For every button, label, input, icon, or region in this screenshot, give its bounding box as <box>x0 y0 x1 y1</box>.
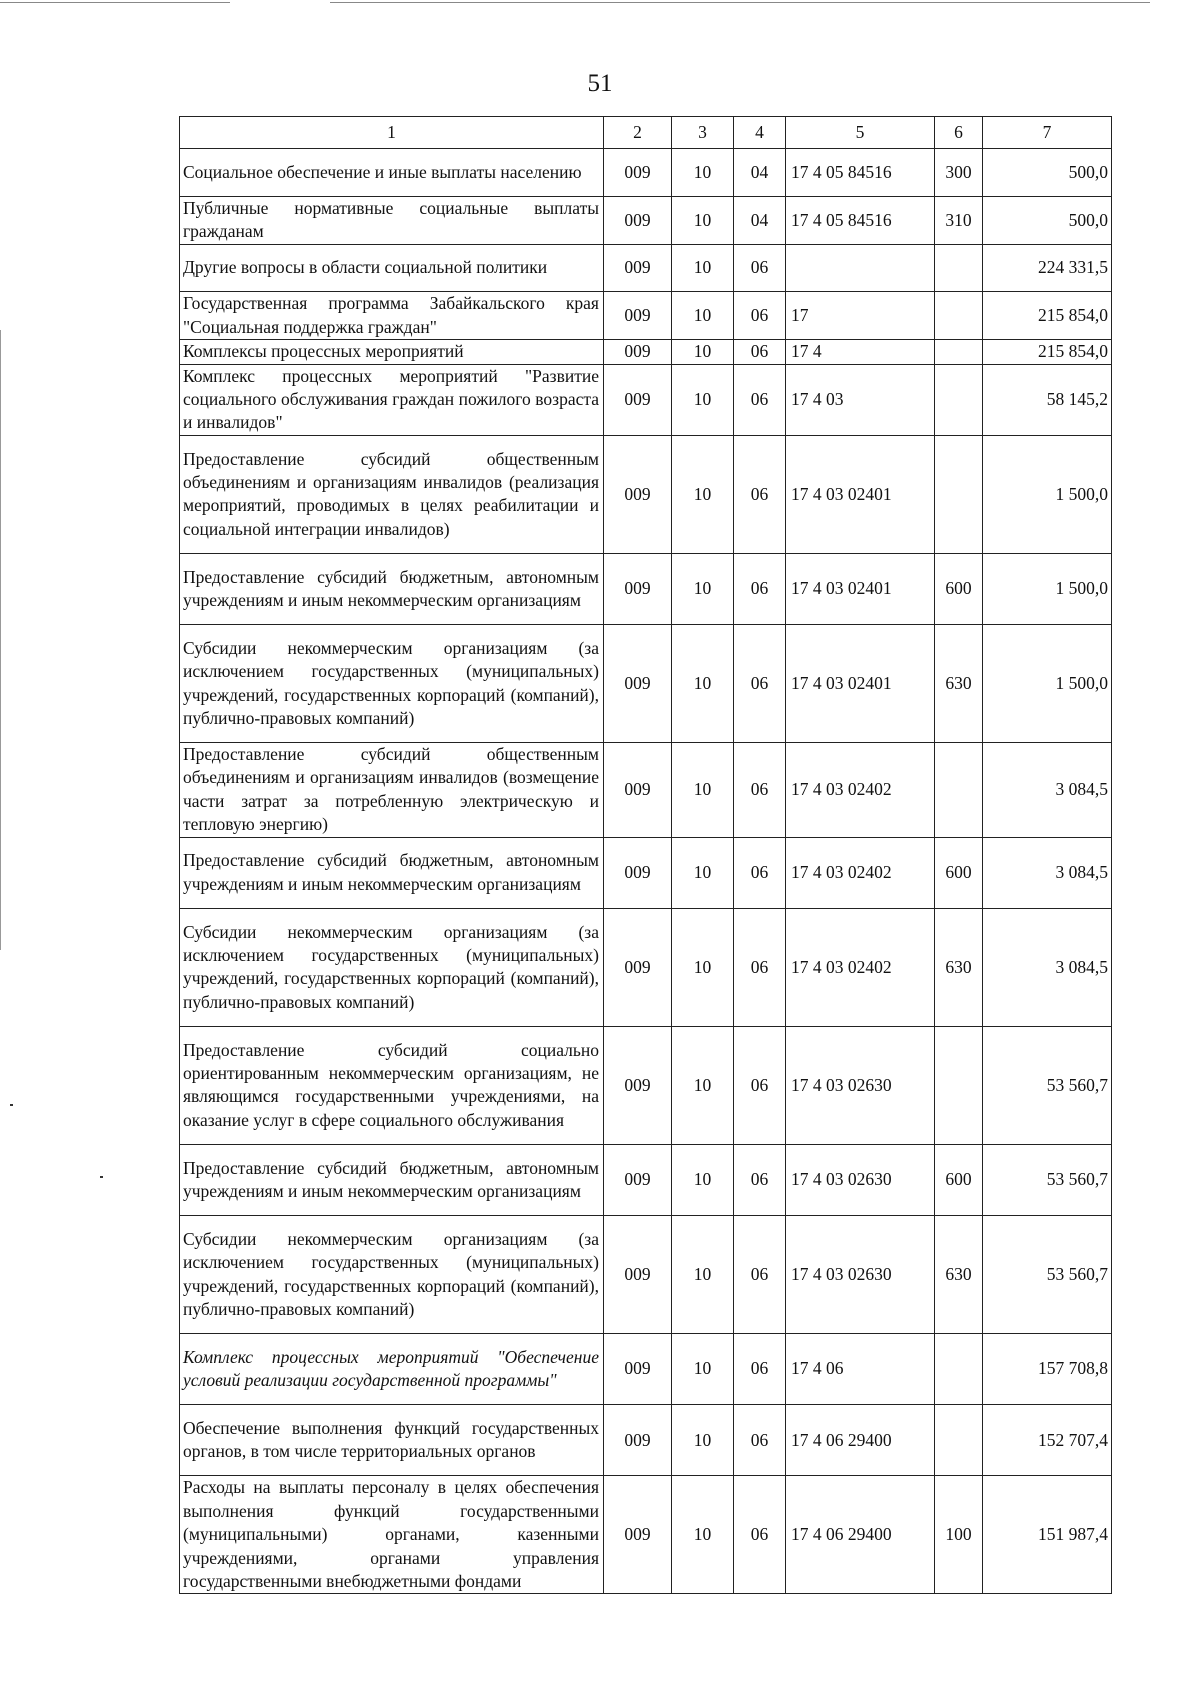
amount-cell: 224 331,5 <box>983 244 1112 292</box>
admin-code-cell: 009 <box>604 149 672 197</box>
amount-cell: 53 560,7 <box>983 1144 1112 1215</box>
subsection-cell: 06 <box>734 1216 786 1334</box>
header-cell: 1 <box>180 117 604 149</box>
table-row <box>180 1144 1112 1215</box>
admin-code-cell: 009 <box>604 1026 672 1144</box>
subsection-cell: 04 <box>734 149 786 197</box>
scan-dot <box>100 1176 103 1178</box>
admin-code-cell: 009 <box>604 364 672 435</box>
row-name-cell: Публичные нормативные социальные выплаты гражданам <box>180 196 604 244</box>
amount-cell: 3 084,5 <box>983 837 1112 908</box>
target-article-cell: 17 <box>786 292 935 340</box>
amount-cell: 151 987,4 <box>983 1476 1112 1594</box>
target-article-cell: 17 4 06 29400 <box>786 1405 935 1476</box>
header-cell: 3 <box>672 117 734 149</box>
target-article-cell: 17 4 03 <box>786 364 935 435</box>
section-cell: 10 <box>672 364 734 435</box>
section-cell: 10 <box>672 292 734 340</box>
table-row <box>180 1216 1112 1334</box>
table-row <box>180 837 1112 908</box>
target-article-cell: 17 4 05 84516 <box>786 149 935 197</box>
section-cell: 10 <box>672 149 734 197</box>
target-article-cell: 17 4 03 02401 <box>786 553 935 624</box>
table-row <box>180 196 1112 244</box>
amount-cell: 1 500,0 <box>983 625 1112 743</box>
admin-code-cell: 009 <box>604 908 672 1026</box>
subsection-cell: 06 <box>734 625 786 743</box>
budget-table <box>179 116 1112 1594</box>
amount-cell: 1 500,0 <box>983 435 1112 553</box>
expense-type-cell: 600 <box>935 837 983 908</box>
subsection-cell: 06 <box>734 1476 786 1594</box>
row-name-cell: Государственная программа Забайкальского края "Социальная поддержка граждан" <box>180 292 604 340</box>
target-article-cell: 17 4 03 02630 <box>786 1026 935 1144</box>
section-cell: 10 <box>672 553 734 624</box>
admin-code-cell: 009 <box>604 1216 672 1334</box>
row-name-cell: Предоставление субсидий общественным объединениям и организациям инвалидов (возмещение части затрат за потребленную электрическую и тепловую энергию) <box>180 743 604 838</box>
subsection-cell: 04 <box>734 196 786 244</box>
target-article-cell: 17 4 03 02402 <box>786 743 935 838</box>
row-name-cell: Предоставление субсидий общественным объединениям и организациям инвалидов (реализация мероприятий, проводимых в целях реабилитации и социальной интеграции инвалидов) <box>180 435 604 553</box>
row-name-cell: Субсидии некоммерческим организациям (за исключением государственных (муниципальных) учреждений, государственных корпораций (компаний), публично-правовых компаний) <box>180 908 604 1026</box>
subsection-cell: 06 <box>734 244 786 292</box>
scan-left-rule <box>0 330 1 950</box>
expense-type-cell <box>935 292 983 340</box>
section-cell: 10 <box>672 908 734 1026</box>
section-cell: 10 <box>672 340 734 364</box>
row-name-cell: Социальное обеспечение и иные выплаты населению <box>180 149 604 197</box>
expense-type-cell <box>935 435 983 553</box>
row-name-cell: Предоставление субсидий бюджетным, автономным учреждениям и иным некоммерческим организациям <box>180 553 604 624</box>
subsection-cell: 06 <box>734 1144 786 1215</box>
amount-cell: 215 854,0 <box>983 340 1112 364</box>
table-row <box>180 435 1112 553</box>
page-number: 51 <box>587 70 613 97</box>
subsection-cell: 06 <box>734 340 786 364</box>
subsection-cell: 06 <box>734 908 786 1026</box>
table-row <box>180 1405 1112 1476</box>
section-cell: 10 <box>672 625 734 743</box>
target-article-cell: 17 4 03 02402 <box>786 908 935 1026</box>
admin-code-cell: 009 <box>604 1476 672 1594</box>
scan-top-rule-left <box>0 2 230 3</box>
target-article-cell <box>786 244 935 292</box>
subsection-cell: 06 <box>734 553 786 624</box>
table-row <box>180 908 1112 1026</box>
row-name-cell: Субсидии некоммерческим организациям (за исключением государственных (муниципальных) учреждений, государственных корпораций (компаний), публично-правовых компаний) <box>180 1216 604 1334</box>
admin-code-cell: 009 <box>604 196 672 244</box>
table-row <box>180 743 1112 838</box>
subsection-cell: 06 <box>734 743 786 838</box>
expense-type-cell: 630 <box>935 1216 983 1334</box>
expense-type-cell <box>935 1405 983 1476</box>
table-row <box>180 1476 1112 1594</box>
amount-cell: 3 084,5 <box>983 908 1112 1026</box>
section-cell: 10 <box>672 1216 734 1334</box>
admin-code-cell: 009 <box>604 625 672 743</box>
amount-cell: 1 500,0 <box>983 553 1112 624</box>
expense-type-cell <box>935 364 983 435</box>
admin-code-cell: 009 <box>604 1144 672 1215</box>
amount-cell: 500,0 <box>983 149 1112 197</box>
table-body <box>180 149 1112 1594</box>
section-cell: 10 <box>672 743 734 838</box>
target-article-cell: 17 4 03 02630 <box>786 1144 935 1215</box>
expense-type-cell: 310 <box>935 196 983 244</box>
row-name-cell: Комплексы процессных мероприятий <box>180 340 604 364</box>
table-row <box>180 244 1112 292</box>
subsection-cell: 06 <box>734 435 786 553</box>
expense-type-cell <box>935 244 983 292</box>
scan-top-rule-right <box>330 2 1150 3</box>
admin-code-cell: 009 <box>604 1334 672 1405</box>
subsection-cell: 06 <box>734 837 786 908</box>
expense-type-cell: 100 <box>935 1476 983 1594</box>
target-article-cell: 17 4 06 <box>786 1334 935 1405</box>
amount-cell: 58 145,2 <box>983 364 1112 435</box>
target-article-cell: 17 4 03 02402 <box>786 837 935 908</box>
target-article-cell: 17 4 03 02401 <box>786 625 935 743</box>
row-name-cell: Комплекс процессных мероприятий "Обеспечение условий реализации государственной программы" <box>180 1334 604 1405</box>
header-cell: 5 <box>786 117 935 149</box>
subsection-cell: 06 <box>734 1334 786 1405</box>
admin-code-cell: 009 <box>604 553 672 624</box>
table-row <box>180 553 1112 624</box>
header-cell: 2 <box>604 117 672 149</box>
row-name-cell: Комплекс процессных мероприятий "Развитие социального обслуживания граждан пожилого возраста и инвалидов" <box>180 364 604 435</box>
expense-type-cell: 630 <box>935 908 983 1026</box>
admin-code-cell: 009 <box>604 244 672 292</box>
subsection-cell: 06 <box>734 1405 786 1476</box>
section-cell: 10 <box>672 1334 734 1405</box>
table-row <box>180 292 1112 340</box>
section-cell: 10 <box>672 244 734 292</box>
amount-cell: 53 560,7 <box>983 1216 1112 1334</box>
admin-code-cell: 009 <box>604 837 672 908</box>
section-cell: 10 <box>672 1144 734 1215</box>
expense-type-cell: 600 <box>935 1144 983 1215</box>
table-row <box>180 149 1112 197</box>
row-name-cell: Предоставление субсидий бюджетным, автономным учреждениям и иным некоммерческим организациям <box>180 1144 604 1215</box>
admin-code-cell: 009 <box>604 292 672 340</box>
target-article-cell: 17 4 03 02401 <box>786 435 935 553</box>
expense-type-cell: 300 <box>935 149 983 197</box>
header-cell: 6 <box>935 117 983 149</box>
header-cell: 4 <box>734 117 786 149</box>
admin-code-cell: 009 <box>604 340 672 364</box>
header-cell: 7 <box>983 117 1112 149</box>
table-row <box>180 364 1112 435</box>
table-header-row <box>180 117 1112 149</box>
subsection-cell: 06 <box>734 292 786 340</box>
target-article-cell: 17 4 <box>786 340 935 364</box>
section-cell: 10 <box>672 837 734 908</box>
expense-type-cell <box>935 340 983 364</box>
row-name-cell: Другие вопросы в области социальной политики <box>180 244 604 292</box>
expense-type-cell <box>935 1334 983 1405</box>
section-cell: 10 <box>672 435 734 553</box>
row-name-cell: Предоставление субсидий социально ориентированным некоммерческим организациям, не являющимся государственными учреждениями, на оказание услуг в сфере социального обслуживания <box>180 1026 604 1144</box>
expense-type-cell <box>935 743 983 838</box>
expense-type-cell: 600 <box>935 553 983 624</box>
table-row <box>180 1026 1112 1144</box>
table-row <box>180 1334 1112 1405</box>
section-cell: 10 <box>672 196 734 244</box>
admin-code-cell: 009 <box>604 435 672 553</box>
amount-cell: 53 560,7 <box>983 1026 1112 1144</box>
section-cell: 10 <box>672 1405 734 1476</box>
target-article-cell: 17 4 06 29400 <box>786 1476 935 1594</box>
scan-dot <box>10 1104 13 1106</box>
table-row <box>180 625 1112 743</box>
expense-type-cell <box>935 1026 983 1144</box>
expense-type-cell: 630 <box>935 625 983 743</box>
row-name-cell: Предоставление субсидий бюджетным, автономным учреждениям и иным некоммерческим организациям <box>180 837 604 908</box>
subsection-cell: 06 <box>734 1026 786 1144</box>
amount-cell: 215 854,0 <box>983 292 1112 340</box>
section-cell: 10 <box>672 1476 734 1594</box>
amount-cell: 500,0 <box>983 196 1112 244</box>
amount-cell: 157 708,8 <box>983 1334 1112 1405</box>
admin-code-cell: 009 <box>604 743 672 838</box>
row-name-cell: Обеспечение выполнения функций государственных органов, в том числе территориальных органов <box>180 1405 604 1476</box>
row-name-cell: Субсидии некоммерческим организациям (за исключением государственных (муниципальных) учреждений, государственных корпораций (компаний), публично-правовых компаний) <box>180 625 604 743</box>
section-cell: 10 <box>672 1026 734 1144</box>
amount-cell: 152 707,4 <box>983 1405 1112 1476</box>
amount-cell: 3 084,5 <box>983 743 1112 838</box>
subsection-cell: 06 <box>734 364 786 435</box>
target-article-cell: 17 4 05 84516 <box>786 196 935 244</box>
row-name-cell: Расходы на выплаты персоналу в целях обеспечения выполнения функций государственными (муниципальными) органами, казенными учреждениями, органами управления государственными внебюджетными фондами <box>180 1476 604 1594</box>
table-row <box>180 340 1112 364</box>
target-article-cell: 17 4 03 02630 <box>786 1216 935 1334</box>
admin-code-cell: 009 <box>604 1405 672 1476</box>
